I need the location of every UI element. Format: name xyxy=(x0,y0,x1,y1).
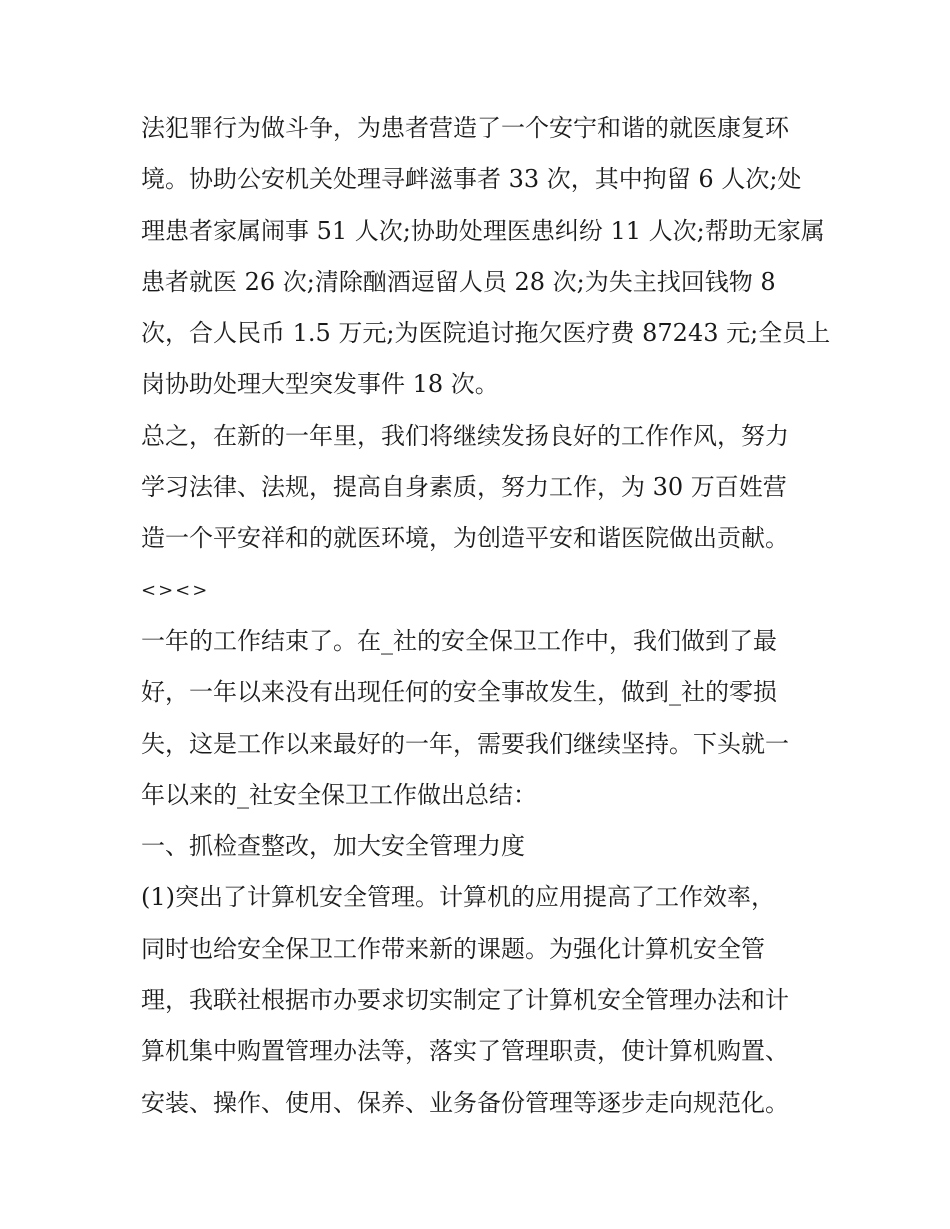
text-line: 境。协助公安机关处理寻衅滋事者 33 次，其中拘留 6 人次;处 xyxy=(141,165,802,194)
text-line: 理，我联社根据市办要求切实制定了计算机安全管理办法和计 xyxy=(141,986,789,1015)
text-line: 岗协助处理大型突发事件 18 次。 xyxy=(141,370,499,399)
text-line: 安装、操作、使用、保养、业务备份管理等逐步走向规范化。 xyxy=(141,1088,789,1117)
text-line: 患者就医 26 次;清除酗酒逗留人员 28 次;为失主找回钱物 8 xyxy=(141,267,776,296)
text-line: 理患者家属闹事 51 人次;协助处理医患纠纷 11 人次;帮助无家属 xyxy=(141,216,825,245)
text-line: 同时也给安全保卫工作带来新的课题。为强化计算机安全管 xyxy=(141,934,765,963)
text-line: 好，一年以来没有出现任何的安全事故发生，做到_社的零损 xyxy=(141,678,777,707)
text-line: (1)突出了计算机安全管理。计算机的应用提高了工作效率， xyxy=(141,883,775,912)
text-line: 法犯罪行为做斗争，为患者营造了一个安宁和谐的就医康复环 xyxy=(141,114,789,142)
text-line: 年以来的_社安全保卫工作做出总结： xyxy=(141,780,537,809)
section-heading: 一、抓检查整改，加大安全管理力度 xyxy=(141,832,525,861)
body-text xyxy=(141,103,831,1129)
text-line: 总之，在新的一年里，我们将继续发扬良好的工作作风，努力 xyxy=(141,421,789,450)
text-line: 算机集中购置管理办法等，落实了管理职责，使计算机购置、 xyxy=(141,1037,789,1066)
text-line: 次，合人民币 1.5 万元;为医院追讨拖欠医疗费 87243 元;全员上 xyxy=(141,319,831,348)
text-line: 造一个平安祥和的就医环境，为创造平安和谐医院做出贡献。 xyxy=(141,524,789,553)
text-line: 失，这是工作以来最好的一年，需要我们继续坚持。下头就一 xyxy=(141,729,789,758)
section-separator: <><> xyxy=(141,579,210,601)
text-line: 一年的工作结束了。在_社的安全保卫工作中，我们做到了最 xyxy=(141,626,777,655)
text-line: 学习法律、法规，提高自身素质，努力工作，为 30 万百姓营 xyxy=(141,473,787,502)
